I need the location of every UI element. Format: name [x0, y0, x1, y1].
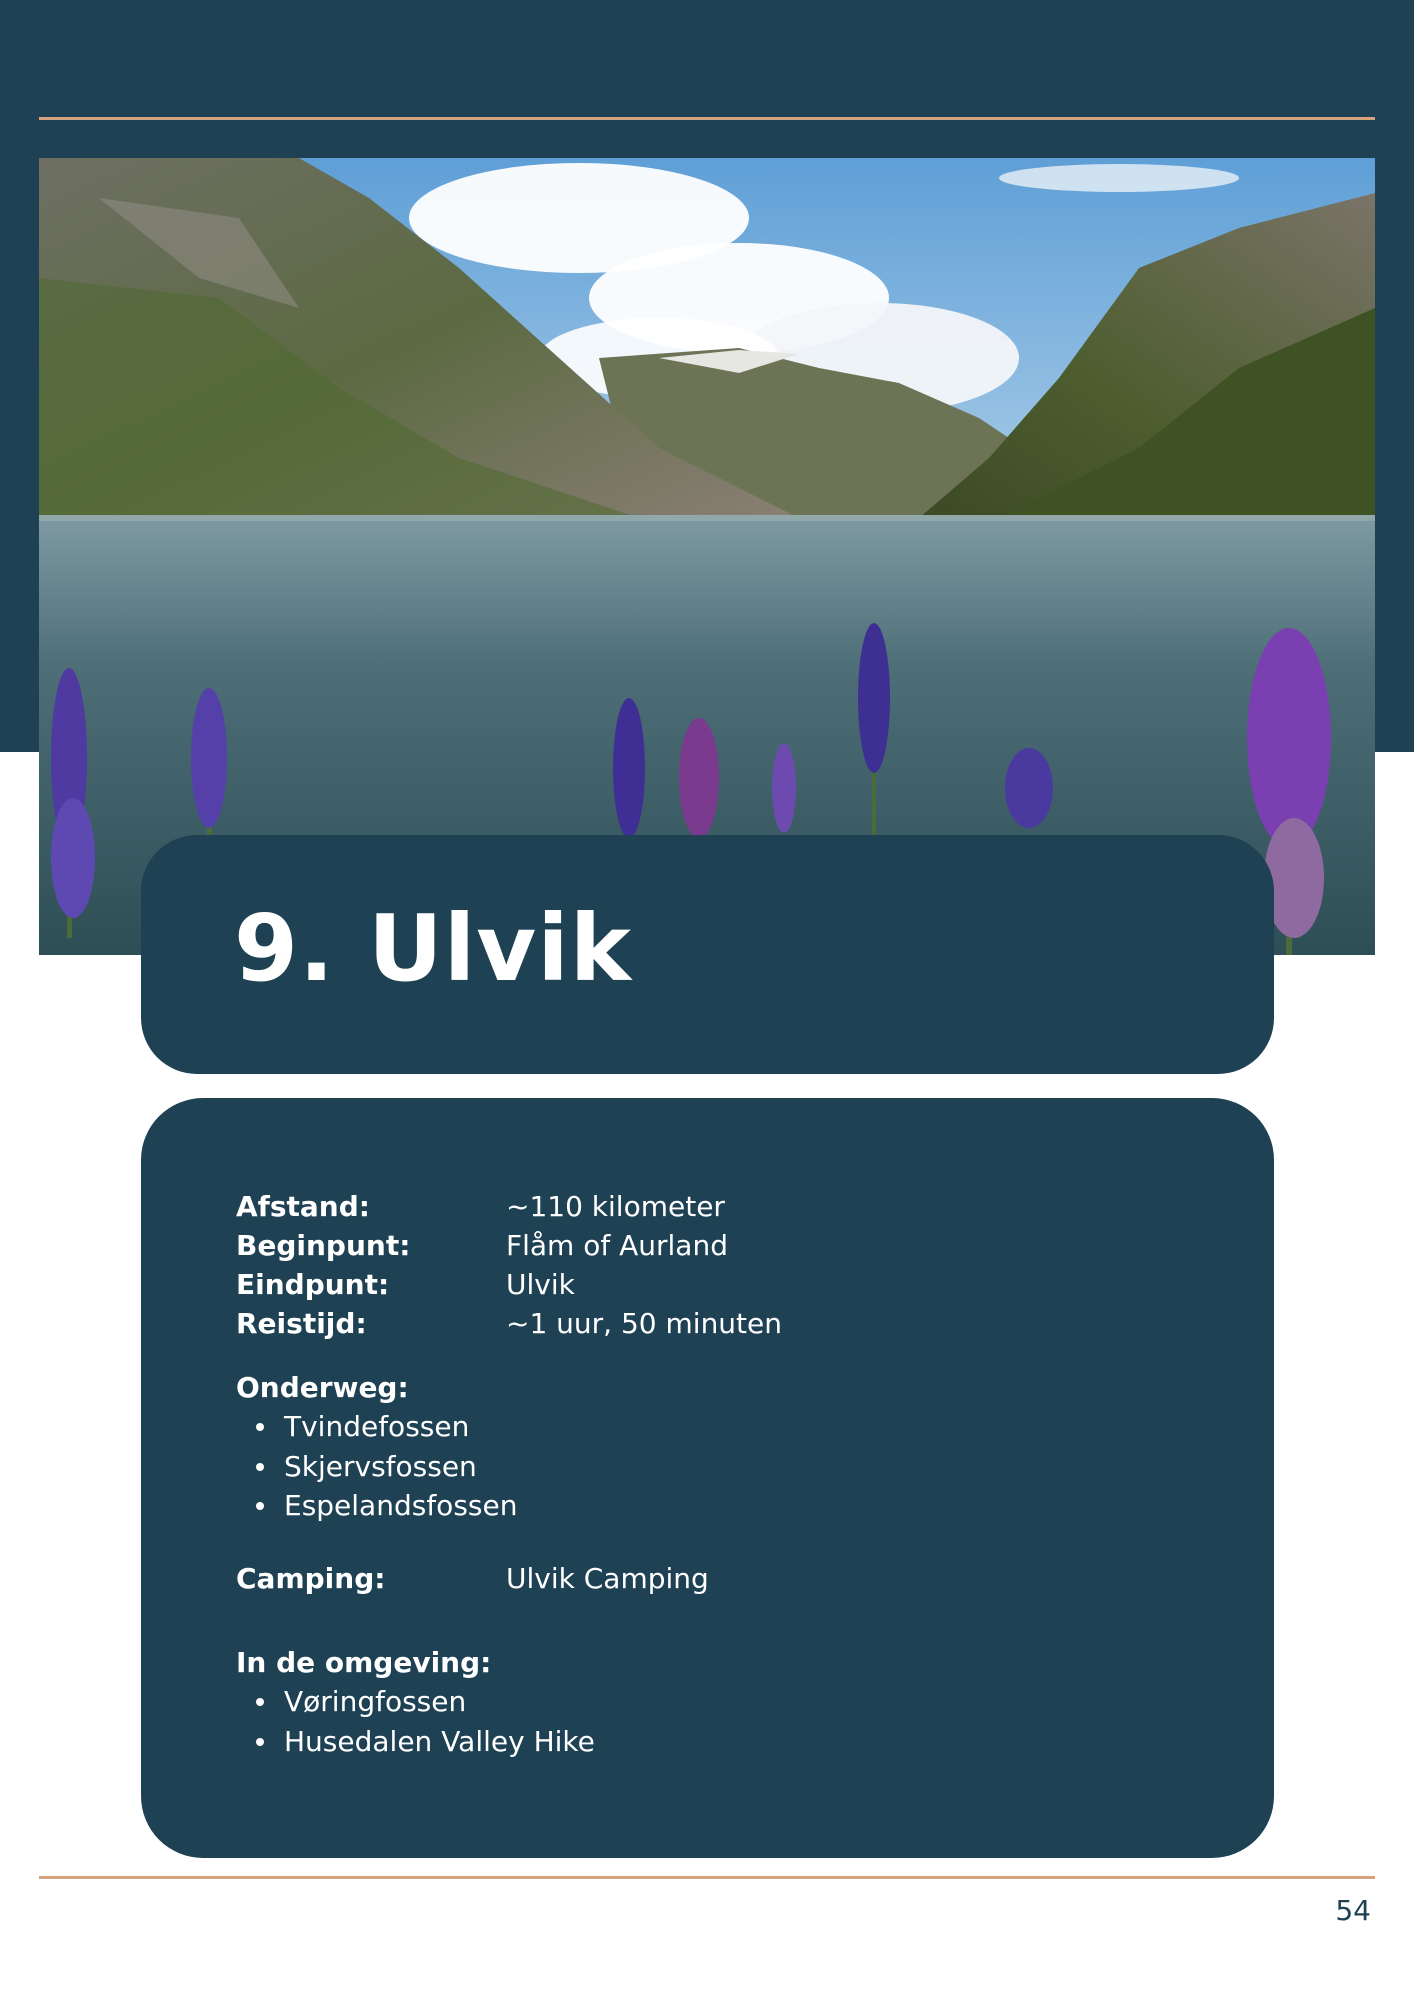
title-card — [141, 835, 1274, 1074]
detail-label: Reistijd: — [236, 1307, 367, 1340]
camping-label: Camping: — [236, 1562, 386, 1595]
detail-value: ~110 kilometer — [506, 1190, 725, 1223]
list-item: Vøringfossen — [236, 1682, 595, 1722]
onderweg-heading: Onderweg: — [236, 1371, 409, 1404]
detail-label: Beginpunt: — [236, 1229, 411, 1262]
list-item: Skjervsfossen — [236, 1447, 517, 1487]
omgeving-list — [236, 1682, 595, 1761]
list-item: Tvindefossen — [236, 1407, 517, 1447]
page-title: 9. Ulvik — [234, 895, 632, 1002]
omgeving-heading: In de omgeving: — [236, 1646, 492, 1679]
detail-value: Flåm of Aurland — [506, 1229, 728, 1262]
list-item: Husedalen Valley Hike — [236, 1722, 595, 1762]
detail-value: Ulvik — [506, 1268, 575, 1301]
detail-label: Afstand: — [236, 1190, 370, 1223]
detail-label: Eindpunt: — [236, 1268, 390, 1301]
camping-value: Ulvik Camping — [506, 1562, 709, 1595]
page-number: 54 — [1335, 1894, 1371, 1927]
top-divider — [39, 117, 1375, 120]
bottom-divider — [39, 1876, 1375, 1879]
detail-value: ~1 uur, 50 minuten — [506, 1307, 783, 1340]
onderweg-list — [236, 1407, 517, 1526]
list-item: Espelandsfossen — [236, 1486, 517, 1526]
route-info-card — [141, 1098, 1274, 1858]
